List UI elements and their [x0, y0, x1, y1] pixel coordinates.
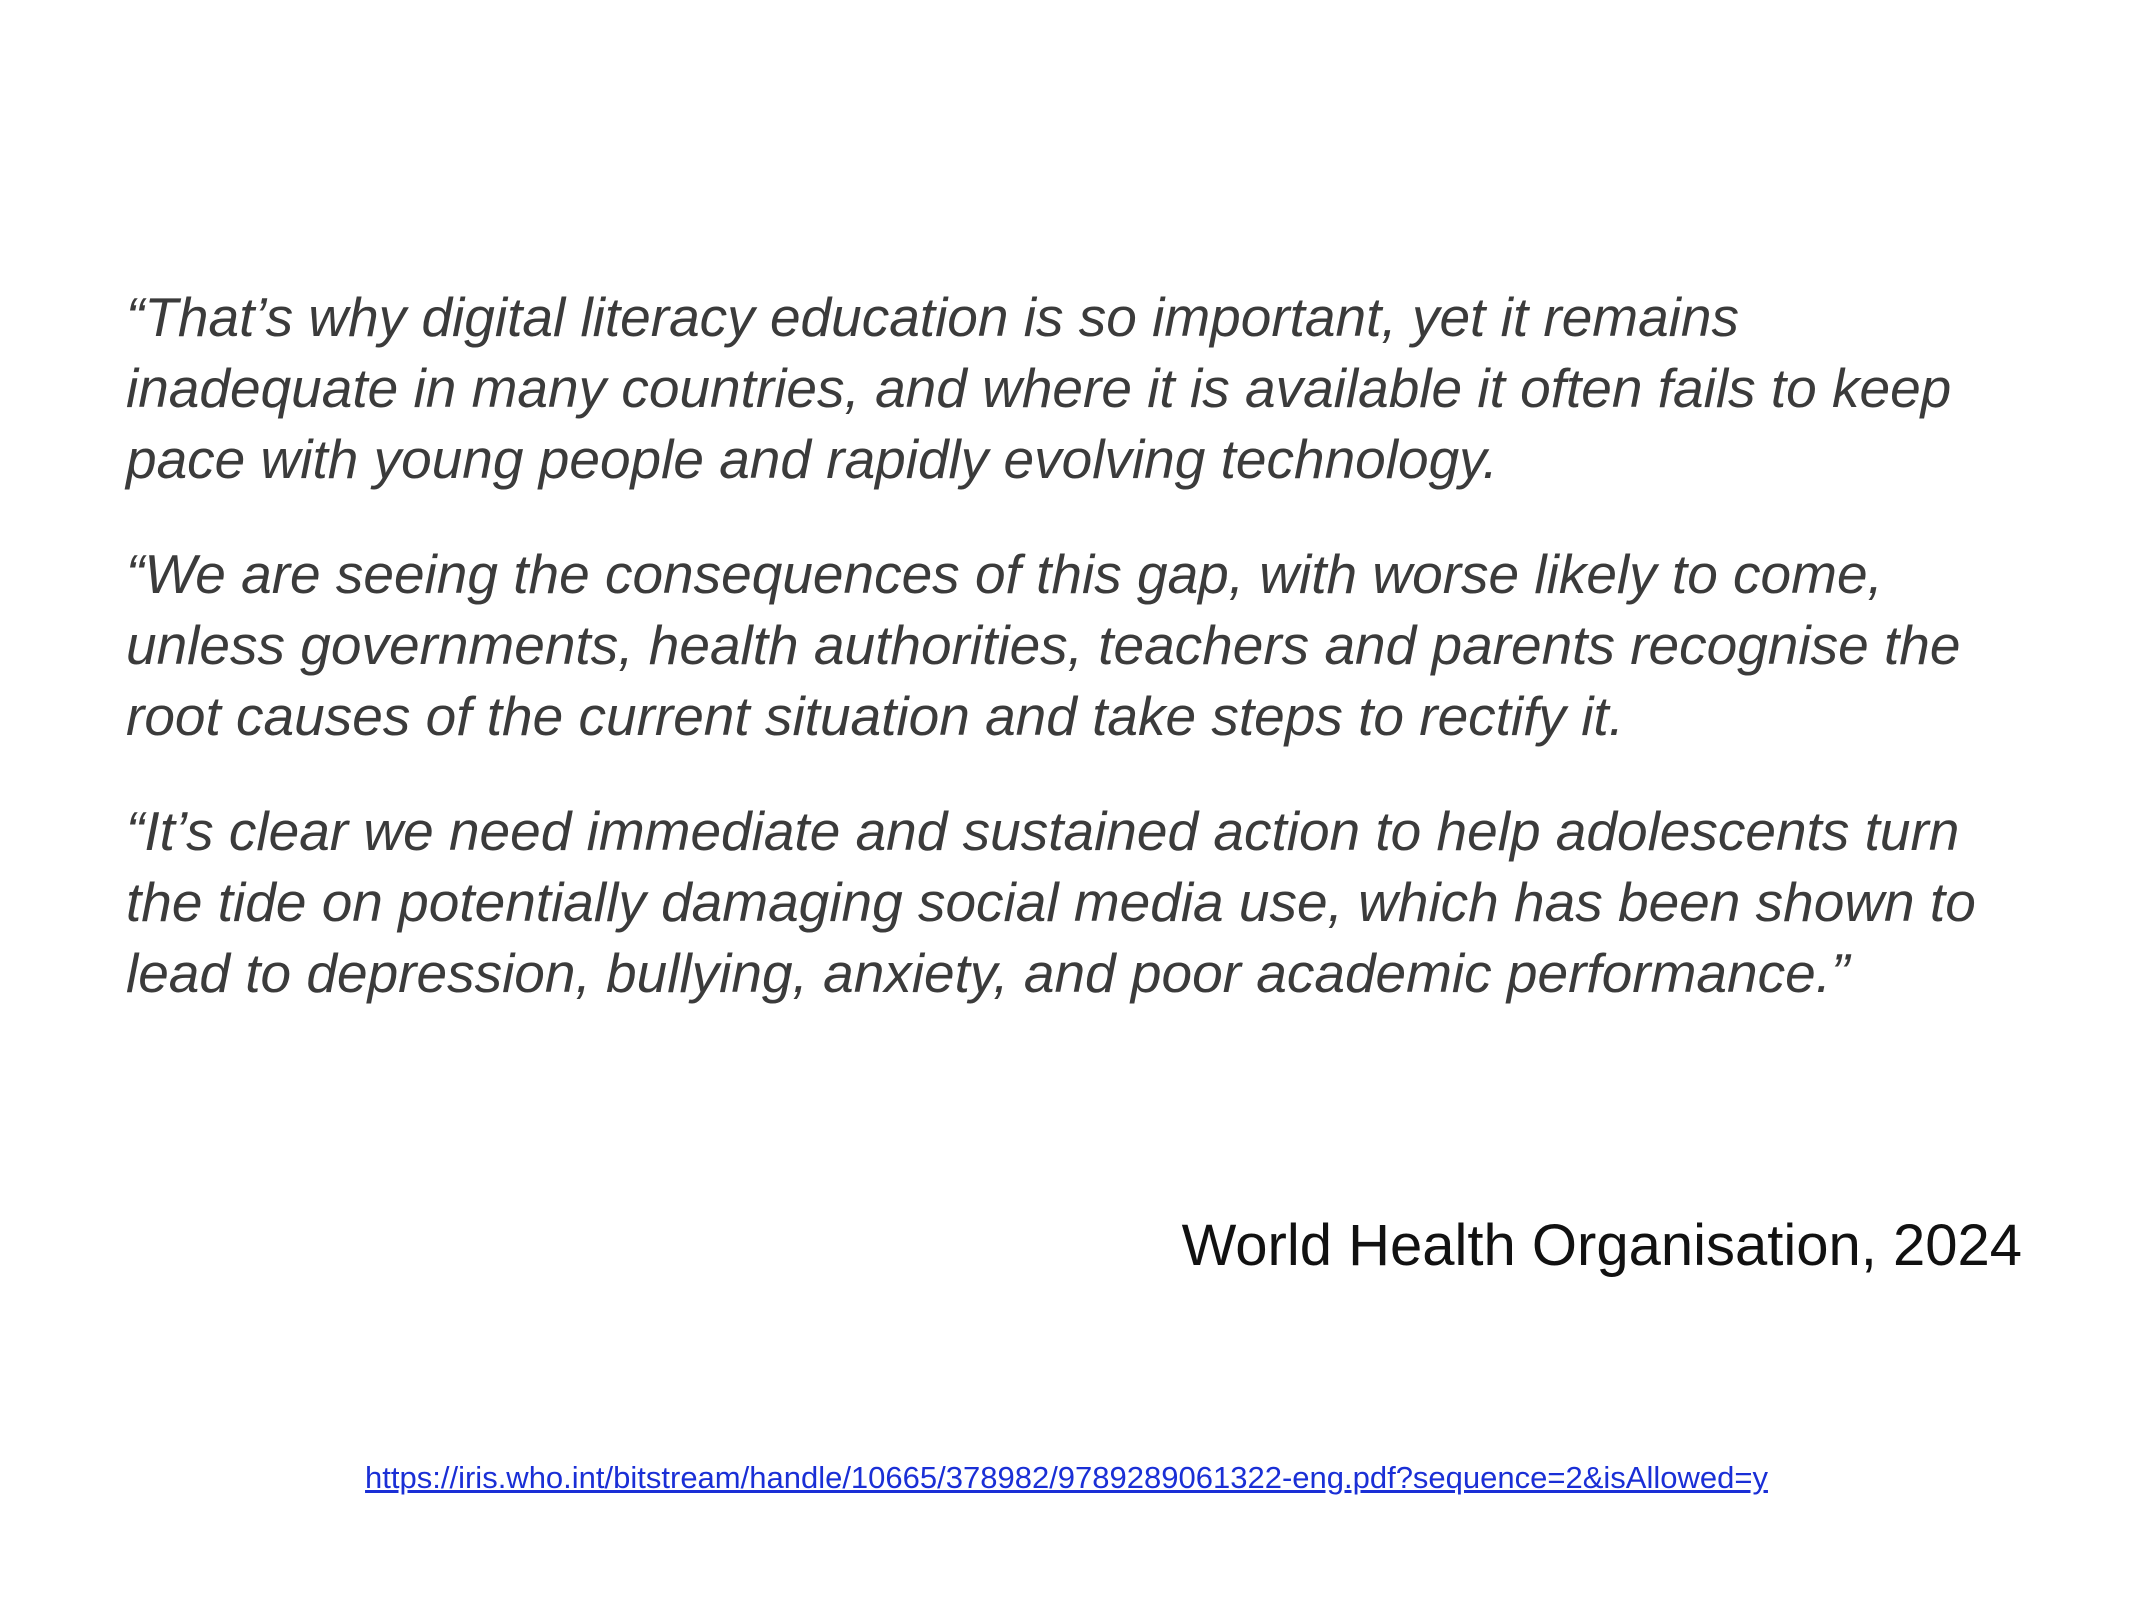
attribution: World Health Organisation, 2024	[1181, 1213, 2022, 1278]
quote-paragraph-2: “We are seeing the consequences of this gap, with worse likely to come, unless governments, health authorities, teachers and parents recognise the root causes of the current situation and take steps to rectify it.	[126, 543, 1961, 747]
source-link-container	[0, 1458, 2133, 1498]
quote-block	[126, 282, 2026, 1053]
quote-paragraph-3: “It’s clear we need immediate and sustained action to help adolescents turn the tide on potentially damaging social media use, which has been shown to lead to depression, bullying, anxiety, and poor academic performance.”	[126, 800, 1976, 1004]
source-link[interactable]: https://iris.who.int/bitstream/handle/10665/378982/9789289061322-eng.pdf?sequence=2&isAllowed=y	[365, 1460, 1768, 1495]
quote-paragraph-1: “That’s why digital literacy education is so important, yet it remains inadequate in many countries, and where it is available it often fails to keep pace with young people and rapidly evolving technology.	[126, 286, 1952, 490]
